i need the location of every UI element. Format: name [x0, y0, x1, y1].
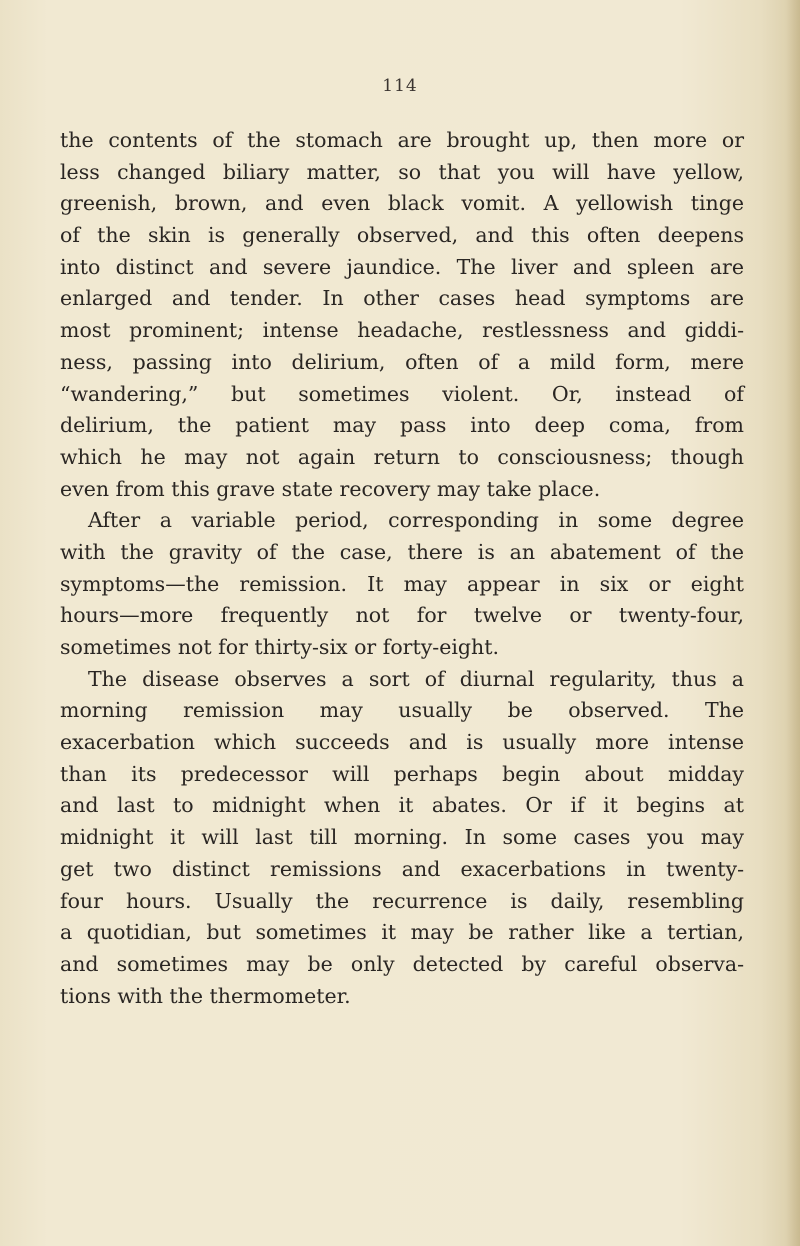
text-line: less changed biliary matter, so that you will have yellow, [60, 159, 744, 184]
text-line: delirium, the patient may pass into deep coma, from [60, 413, 744, 438]
body-text [60, 125, 744, 1012]
text-line: even from this grave state recovery may take place. [60, 476, 601, 501]
text-line: midnight it will last till morning. In some cases you may [60, 825, 744, 850]
text-line: than its predecessor will perhaps begin about midday [60, 761, 744, 786]
text-line: with the gravity of the case, there is an abatement of the [60, 539, 744, 564]
page-edge-shadow [786, 0, 800, 1246]
text-line: tions with the thermometer. [60, 983, 351, 1008]
text-line: most prominent; intense headache, restlessness and giddi- [60, 318, 744, 343]
page-number: 114 [382, 76, 418, 96]
text-line: After a variable period, corresponding in some degree [88, 508, 744, 533]
text-line: greenish, brown, and even black vomit. A yellowish tinge [60, 191, 744, 216]
text-line: four hours. Usually the recurrence is daily, resembling [60, 888, 744, 913]
text-line: of the skin is generally observed, and this often deepens [60, 223, 744, 248]
text-line: a quotidian, but sometimes it may be rather like a tertian, [60, 920, 744, 945]
text-line: get two distinct remissions and exacerbations in twenty- [60, 856, 744, 881]
text-line: “wandering,” but sometimes violent. Or, instead of [60, 381, 744, 406]
text-line: and last to midnight when it abates. Or if it begins at [60, 793, 744, 818]
text-line: sometimes not for thirty-six or forty-eight. [60, 635, 499, 659]
text-line: the contents of the stomach are brought up, then more or [60, 128, 744, 152]
text-line: enlarged and tender. In other cases head symptoms are [60, 286, 744, 311]
text-line: exacerbation which succeeds and is usually more intense [60, 730, 744, 755]
text-line: which he may not again return to consciousness; though [60, 444, 744, 469]
text-line: hours—more frequently not for twelve or twenty-four, [60, 603, 744, 628]
text-line: ness, passing into delirium, often of a mild form, mere [60, 349, 744, 374]
text-line: into distinct and severe jaundice. The liver and spleen are [60, 254, 744, 279]
text-line: morning remission may usually be observed. The [60, 698, 744, 723]
text-line: symptoms—the remission. It may appear in six or eight [60, 571, 744, 596]
text-line: and sometimes may be only detected by careful observa- [60, 951, 744, 976]
text-line: The disease observes a sort of diurnal regularity, thus a [88, 666, 744, 691]
